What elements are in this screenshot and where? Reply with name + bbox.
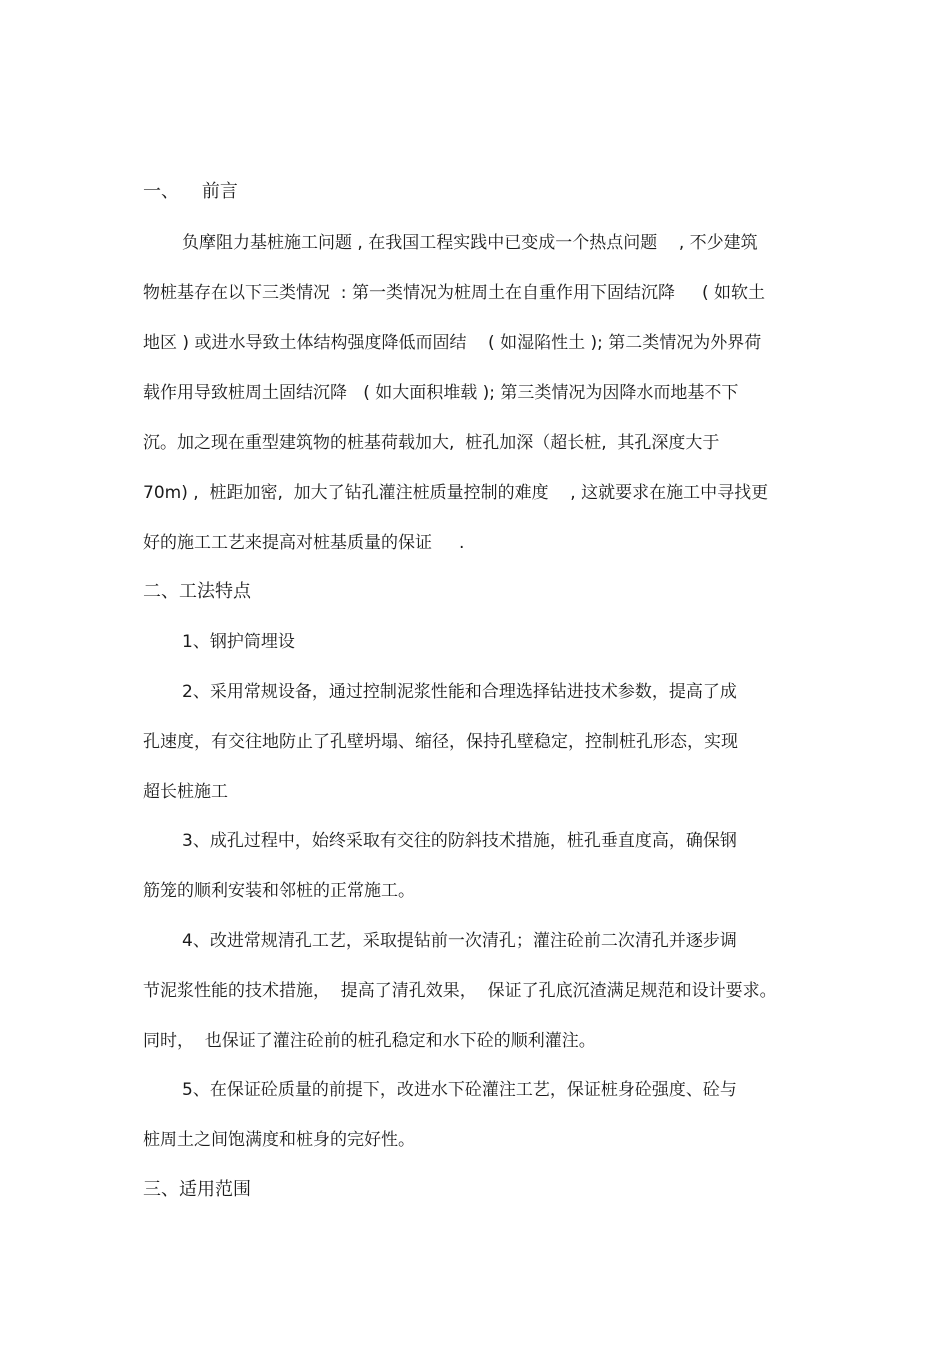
- paragraph-line: 负摩阻力基桩施工问题 , 在我国工程实践中已变成一个热点问题 , 不少建筑: [182, 233, 758, 253]
- list-item: 5、在保证砼质量的前提下，改进水下砼灌注工艺，保证桩身砼强度、砼与: [182, 1080, 737, 1100]
- paragraph-line: 桩周土之间饱满度和桩身的完好性。: [143, 1130, 415, 1150]
- paragraph-line: 好的施工工艺来提高对桩基质量的保证 .: [143, 533, 465, 553]
- paragraph-line: 孔速度，有交往地防止了孔壁坍塌、缩径，保持孔壁稳定，控制桩孔形态，实现: [143, 732, 738, 752]
- list-item: 3、成孔过程中，始终采取有交往的防斜技术措施，桩孔垂直度高，确保钢: [182, 831, 737, 851]
- section-heading-scope: 三、适用范围: [143, 1179, 251, 1200]
- paragraph-line: 70m) , 桩距加密, 加大了钻孔灌注桩质量控制的难度 , 这就要求在施工中寻找更: [143, 483, 769, 503]
- paragraph-line: 物桩基存在以下三类情况 : 第一类情况为桩周土在自重作用下固结沉降 ( 如软土: [143, 283, 765, 303]
- paragraph-line: 载作用导致桩周土固结沉降 ( 如大面积堆载 ); 第三类情况为因降水而地基不下: [143, 383, 739, 403]
- paragraph-line: 地区 ) 或进水导致土体结构强度降低而固结 ( 如湿陷性土 ); 第二类情况为外界荷: [143, 333, 762, 353]
- paragraph-line: 沉。加之现在重型建筑物的桩基荷载加大, 桩孔加深（超长桩, 其孔深度大于: [143, 433, 720, 453]
- list-item: 4、改进常规清孔工艺，采取提钻前一次清孔；灌注砼前二次清孔并逐步调: [182, 931, 737, 951]
- paragraph-line: 节泥浆性能的技术措施， 提高了清孔效果， 保证了孔底沉渣满足规范和设计要求。: [143, 981, 777, 1001]
- paragraph-line: 筋笼的顺利安装和邻桩的正常施工。: [143, 881, 415, 901]
- section-heading-preface: 一、 前言: [143, 181, 238, 202]
- list-item: 2、采用常规设备，通过控制泥浆性能和合理选择钻进技术参数，提高了成: [182, 682, 737, 702]
- paragraph-line: 超长桩施工: [143, 782, 228, 802]
- paragraph-line: 同时， 也保证了灌注砼前的桩孔稳定和水下砼的顺利灌注。: [143, 1031, 596, 1051]
- list-item: 1、钢护筒埋设: [182, 632, 295, 652]
- section-heading-features: 二、工法特点: [143, 581, 251, 602]
